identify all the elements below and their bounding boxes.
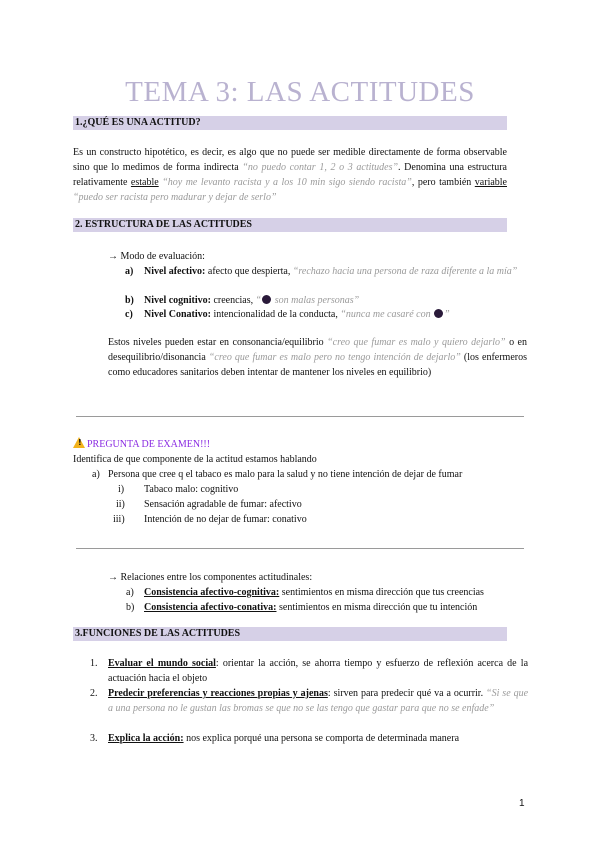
answer-item: Intención de no dejar de fumar: conativo <box>144 514 307 525</box>
function-item: Explica la acción: nos explica porqué una persona se comporta de determinada manera <box>108 733 460 744</box>
item-a-marker: a) <box>125 266 134 277</box>
relation-item: Consistencia afectivo-cognitiva: sentimientos en misma dirección que tus creencias <box>144 587 484 598</box>
function-item: Predecir preferencias y reacciones propias y ajenas: sirven para predecir qué va a ocurrir. “Si se que a una persona no le gustan las bromas se que no se las tengo que gastar para que no se enfade” <box>108 688 529 714</box>
item-b-marker: b) <box>125 295 134 306</box>
section-heading-1: 1.¿QUÉ ES UNA ACTITUD? <box>73 116 507 130</box>
function-marker: 1. <box>90 658 98 669</box>
answer-marker: iii) <box>113 514 125 525</box>
warning-icon: ! <box>73 437 85 448</box>
word-estable: estable <box>130 177 159 188</box>
function-marker: 2. <box>90 688 98 699</box>
exam-prompt: Identifica de que componente de la actitud estamos hablando <box>73 454 317 465</box>
item-c-marker: c) <box>125 309 133 320</box>
item-nivel-cognitivo: Nivel cognitivo: creencias, “ son malas personas” <box>144 295 360 306</box>
function-marker: 3. <box>90 733 98 744</box>
relations-intro: → Relaciones entre los componentes actitudinales: <box>108 572 313 583</box>
section-heading-3: 3.FUNCIONES DE LAS ACTITUDES <box>73 627 507 641</box>
answer-marker: i) <box>118 484 125 495</box>
page-number: 1 <box>519 798 525 809</box>
answer-marker: ii) <box>116 499 125 510</box>
definition-paragraph: Es un constructo hipotético, es decir, es algo que no puede ser medible directamente de forma observable sino que lo medimos de forma indirecta “no puedo contar 1, 2 o 3 actitudes”. Denomina una estructura relativamente estable “hoy me levanto racista y a los 10 min sigo siendo racista”, pero también variable “puedo ser racista pero madurar y dejar de serlo” <box>73 147 507 203</box>
word-variable: variable <box>474 177 507 188</box>
item-nivel-afectivo: Nivel afectivo: afecto que despierta, “rechazo hacia una persona de raza diferente a la mía” <box>144 266 518 277</box>
section-heading-2: 2. ESTRUCTURA DE LAS ACTITUDES <box>73 218 507 232</box>
exam-label: ! PREGUNTA DE EXAMEN!!! <box>73 437 210 452</box>
answer-item: Tabaco malo: cognitivo <box>144 484 239 495</box>
dark-face-emoji-icon <box>262 295 271 304</box>
dark-face-emoji-icon <box>434 309 443 318</box>
divider <box>76 416 524 417</box>
function-item: Evaluar el mundo social: orientar la acción, se ahorra tiempo y esfuerzo de reflexión acerca de la actuación hacia el objeto <box>108 658 529 684</box>
relation-marker: a) <box>126 587 134 598</box>
exam-case: Persona que cree q el tabaco es malo para la salud y no tiene intención de dejar de fumar <box>108 469 463 480</box>
evaluation-intro: → Modo de evaluación: <box>108 251 205 262</box>
exam-case-marker: a) <box>92 469 100 480</box>
equilibrium-paragraph: Estos niveles pueden estar en consonancia/equilibrio “creo que fumar es malo y quiero dejarlo” o en desequilibrio/disonancia “creo que fumar es malo pero no tengo intención de dejarlo” (los enfermeros como educadores sanitarios deben intentar de mantener los niveles en equilibrio) <box>108 337 527 378</box>
page-title: TEMA 3: LAS ACTITUDES <box>125 76 475 108</box>
relation-item: Consistencia afectivo-conativa: sentimientos en misma dirección que tu intención <box>144 602 478 613</box>
item-nivel-conativo: Nivel Conativo: intencionalidad de la conducta, “nunca me casaré con ” <box>144 309 450 320</box>
relation-marker: b) <box>126 602 135 613</box>
divider <box>76 548 524 549</box>
answer-item: Sensación agradable de fumar: afectivo <box>144 499 302 510</box>
